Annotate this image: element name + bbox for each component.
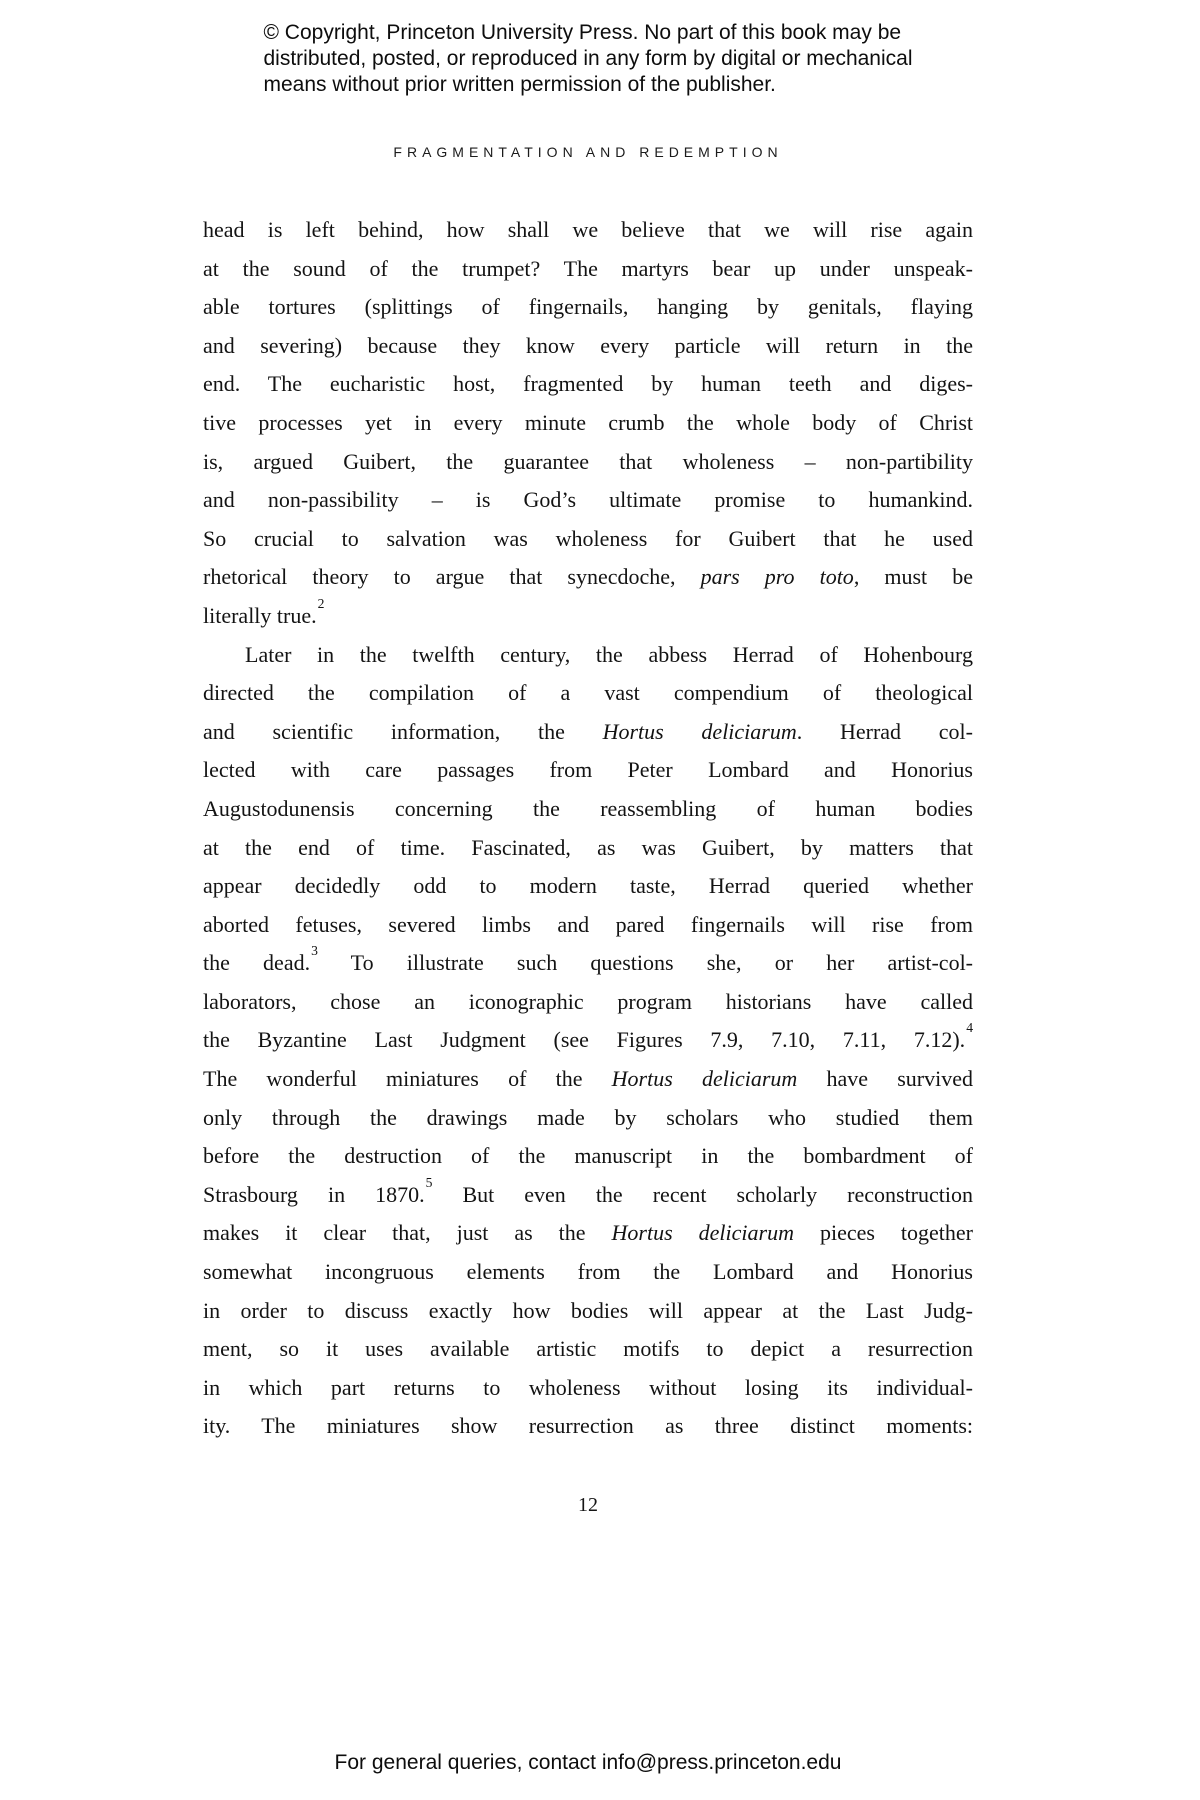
body-line (203, 558, 973, 597)
body-line (203, 867, 973, 906)
footnote-marker: 3 (311, 944, 318, 959)
body-line (203, 790, 973, 829)
italic-phrase: Hortus deliciarum (602, 718, 797, 744)
copyright-notice-block (263, 20, 912, 98)
text-segment: Augustodunensis concerning the reassembling of human bodies (203, 795, 973, 821)
text-segment: makes it clear that, just as the (203, 1220, 612, 1246)
text-segment: aborted fetuses, severed limbs and pared fingernails will rise from (203, 911, 973, 937)
copyright-line: means without prior written permission of the publisher. (263, 73, 776, 96)
body-line (203, 481, 973, 520)
text-segment: the Byzantine Last Judgment (see Figures 7.9, 7.10, 7.11, 7.12). (203, 1027, 966, 1053)
body-line (203, 1214, 973, 1253)
text-segment: in order to discuss exactly how bodies will appear at the Last Judg- (203, 1297, 973, 1323)
body-line (203, 327, 973, 366)
footnote-marker: 4 (966, 1021, 973, 1036)
italic-phrase: pars pro toto (700, 564, 854, 590)
text-segment: somewhat incongruous elements from the Lombard and Honorius (203, 1259, 973, 1285)
text-segment: But even the recent scholarly reconstruction (432, 1181, 973, 1207)
body-line (203, 597, 973, 636)
body-text (203, 211, 973, 1446)
body-line (203, 1253, 973, 1292)
text-segment: Later in the twelfth century, the abbess Herrad of Hohenbourg (245, 641, 973, 667)
text-segment: . Herrad col- (796, 718, 973, 744)
text-segment: and scientific information, the (203, 718, 603, 744)
text-segment: appear decidedly odd to modern taste, Herrad queried whether (203, 873, 973, 899)
body-line (203, 713, 973, 752)
body-line (203, 1407, 973, 1446)
body-line (203, 288, 973, 327)
text-segment: , must be (853, 564, 973, 590)
text-segment: and non-passibility – is God’s ultimate promise to humankind. (203, 487, 973, 513)
body-line (203, 365, 973, 404)
text-segment: head is left behind, how shall we believe that we will rise again (203, 217, 973, 242)
text-segment: and severing) because they know every particle will return in the (203, 332, 973, 358)
body-line (203, 211, 973, 250)
text-segment: ment, so it uses available artistic motifs to depict a resurrection (203, 1336, 973, 1362)
body-line (203, 1330, 973, 1369)
text-segment: laborators, chose an iconographic program historians have called (203, 988, 973, 1014)
copyright-line: © Copyright, Princeton University Press. No part of this book may be (263, 21, 902, 44)
text-segment: is, argued Guibert, the guarantee that wholeness – non-partibility (203, 448, 973, 474)
body-line (203, 751, 973, 790)
text-segment: have survived (797, 1066, 973, 1092)
page-number: 12 (578, 1494, 598, 1516)
body-line (203, 250, 973, 289)
footnote-marker: 2 (317, 596, 325, 611)
footer-contact-text: For general queries, contact info@press.princeton.edu (334, 1751, 842, 1774)
italic-phrase: Hortus deliciarum (611, 1066, 798, 1092)
body-line (203, 1292, 973, 1331)
text-segment: lected with care passages from Peter Lombard and Honorius (203, 757, 973, 783)
text-segment: in which part returns to wholeness without losing its individual- (203, 1374, 973, 1400)
body-line (203, 1369, 973, 1408)
text-segment: at the sound of the trumpet? The martyrs bear up under unspeak- (203, 255, 973, 281)
text-segment: the dead. (203, 950, 311, 976)
footnote-marker: 5 (425, 1175, 433, 1190)
text-segment: Strasbourg in 1870. (203, 1181, 425, 1207)
body-line (203, 1021, 973, 1060)
text-segment: ity. The miniatures show resurrection as three distinct moments: (203, 1413, 973, 1439)
text-segment: So crucial to salvation was wholeness for Guibert that he used (203, 525, 973, 551)
text-segment: at the end of time. Fascinated, as was Guibert, by matters that (203, 834, 973, 860)
copyright-notice (203, 20, 973, 98)
text-segment: pieces together (793, 1220, 973, 1246)
text-segment: tive processes yet in every minute crumb the whole body of Christ (203, 409, 973, 435)
text-segment: only through the drawings made by scholars who studied them (203, 1104, 973, 1130)
copyright-line: distributed, posted, or reproduced in any form by digital or mechanical (263, 47, 913, 70)
text-segment: end. The eucharistic host, fragmented by human teeth and diges- (203, 371, 973, 397)
body-line (203, 1099, 973, 1138)
text-segment: literally true. (203, 602, 317, 628)
body-line (203, 983, 973, 1022)
text-segment: To illustrate such questions she, or her artist-col- (317, 950, 973, 976)
text-segment: before the destruction of the manuscript in the bombardment of (203, 1143, 973, 1169)
text-segment: directed the compilation of a vast compendium of theological (203, 680, 973, 706)
body-line (203, 636, 973, 675)
body-line (203, 829, 973, 868)
text-segment: The wonderful miniatures of the (203, 1066, 612, 1092)
body-line (203, 944, 973, 983)
body-line (203, 674, 973, 713)
body-line (203, 1176, 973, 1215)
body-line (203, 404, 973, 443)
body-line (203, 443, 973, 482)
text-segment: rhetorical theory to argue that synecdoche, (203, 564, 701, 590)
italic-phrase: Hortus deliciarum (611, 1220, 794, 1246)
running-head: FRAGMENTATION AND REDEMPTION (393, 144, 783, 160)
body-line (203, 1060, 973, 1099)
body-line (203, 1137, 973, 1176)
text-segment: able tortures (splittings of fingernails, hanging by genitals, flaying (203, 294, 973, 320)
body-line (203, 906, 973, 945)
body-line (203, 520, 973, 559)
